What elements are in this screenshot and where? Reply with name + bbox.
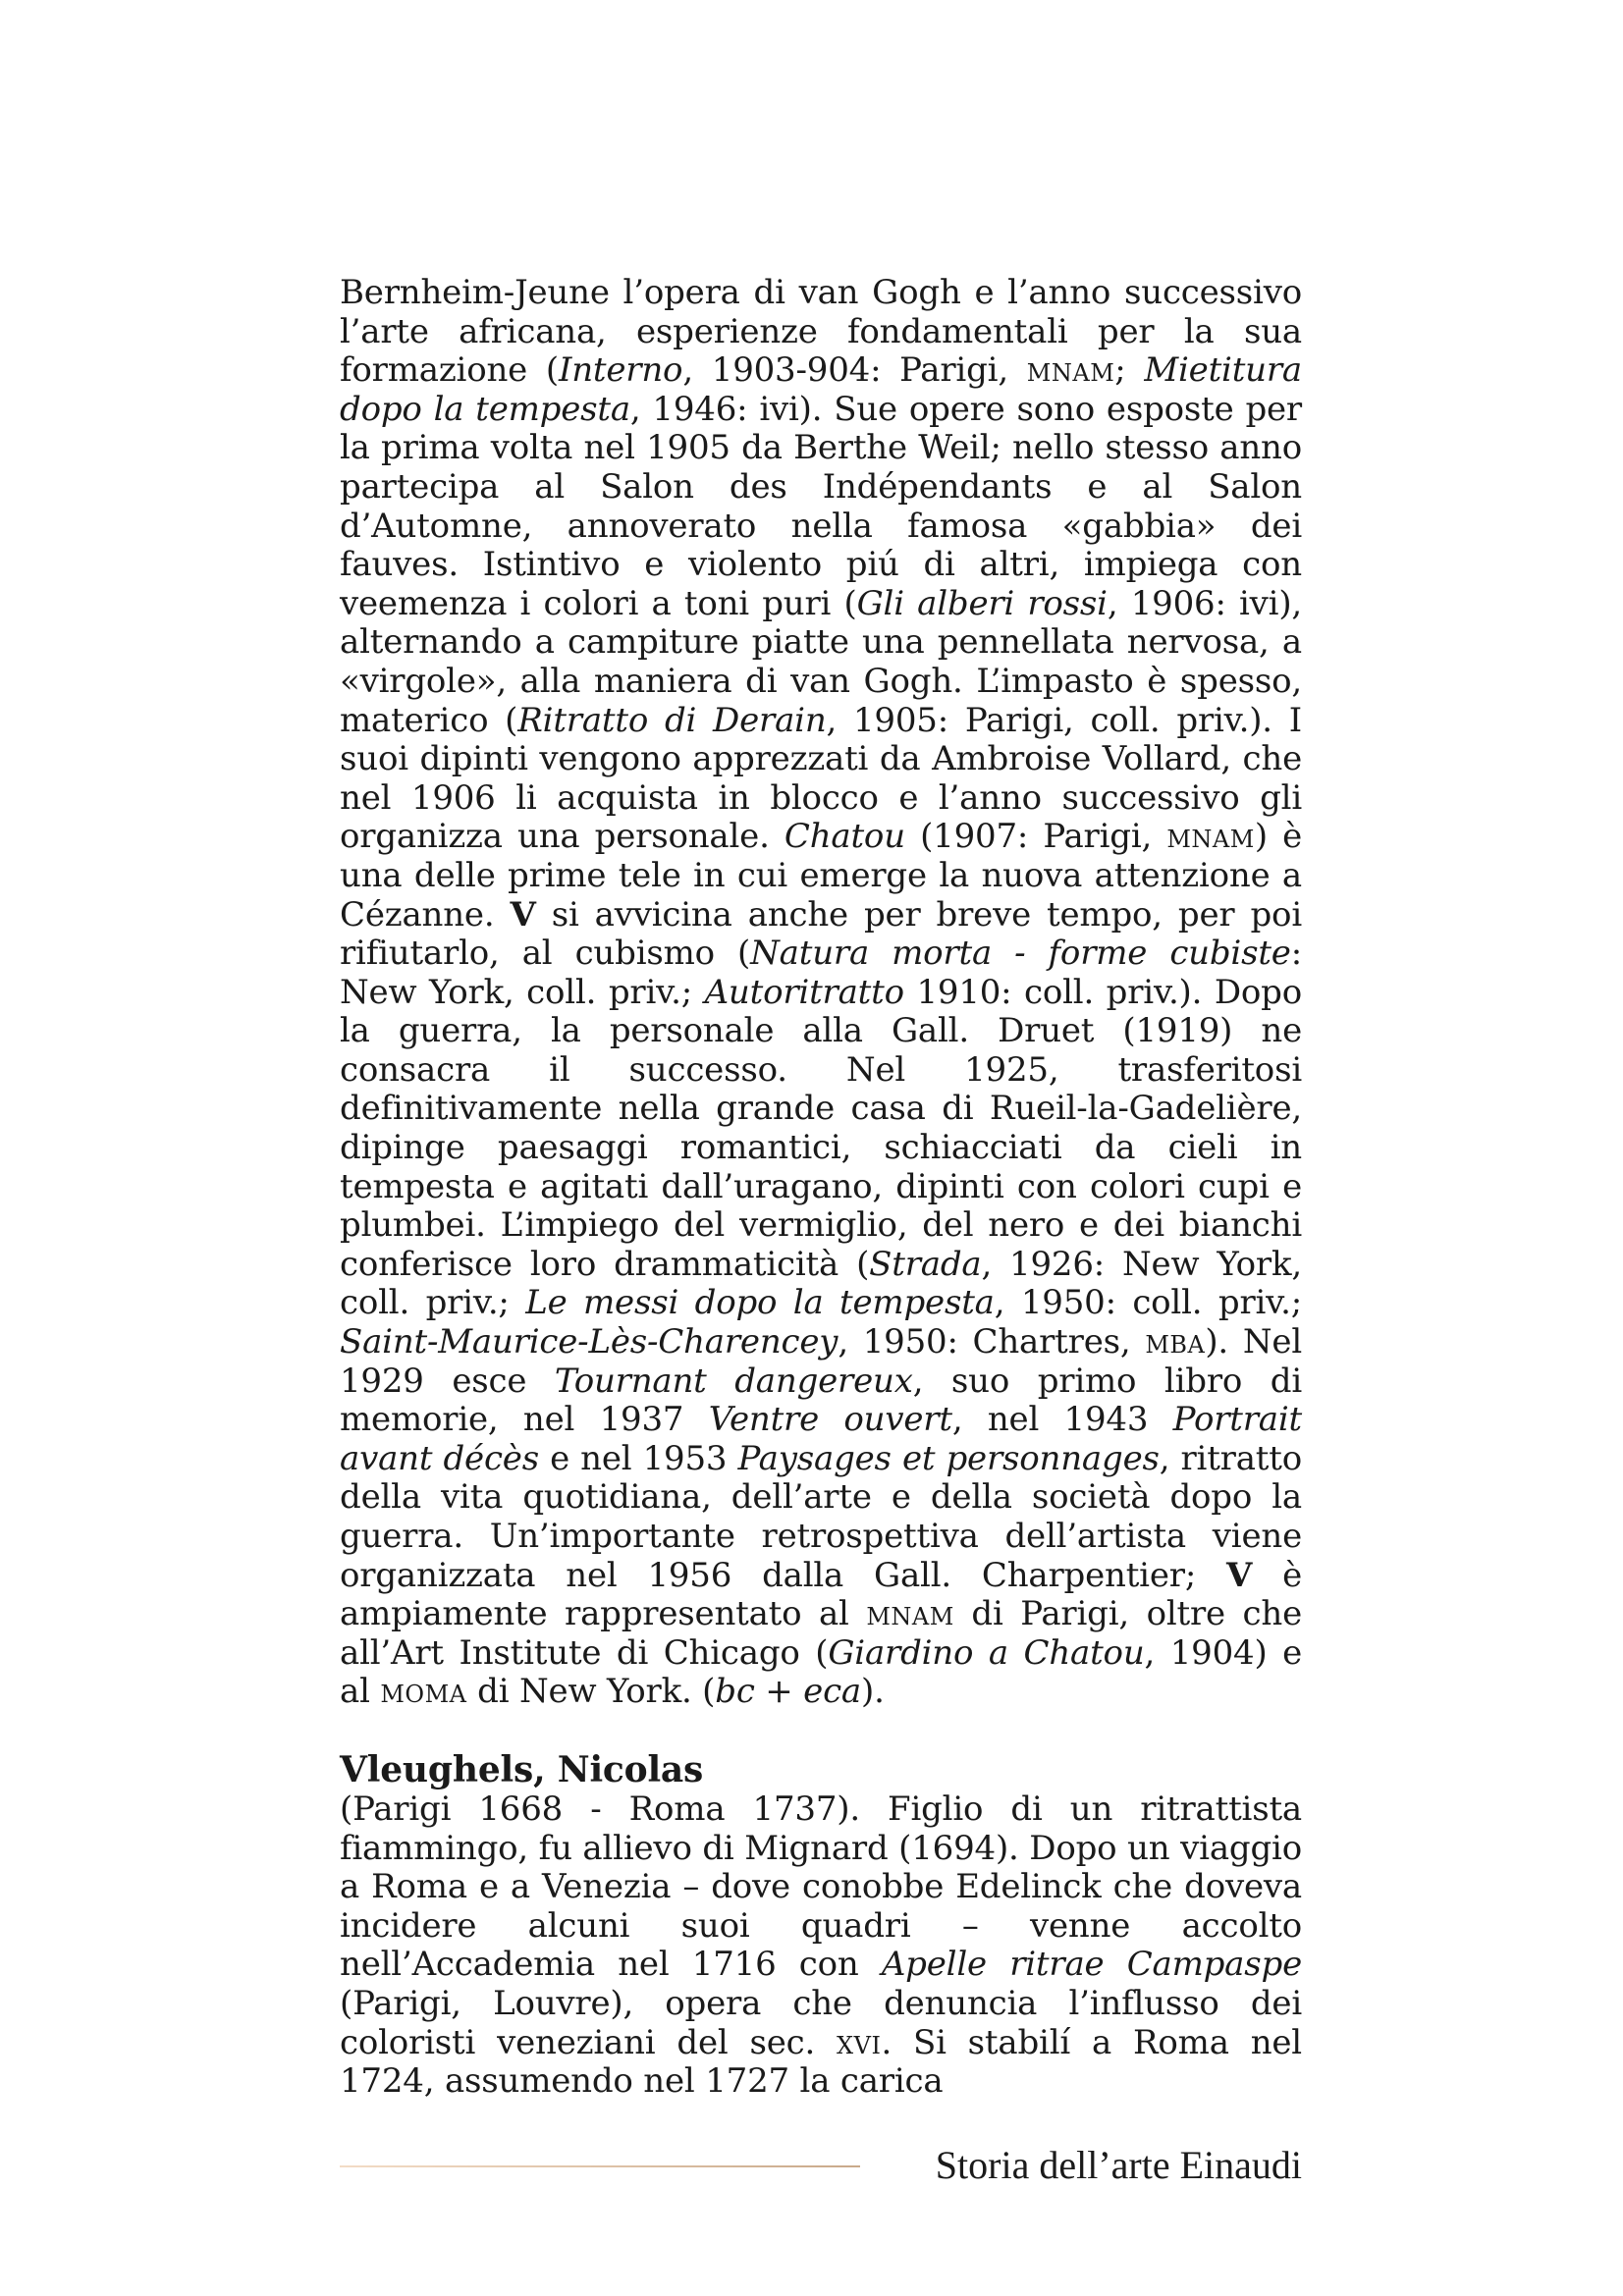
text-run: , ritratto della vita quotidiana, dell’arte e della società dopo la guerra. Un’importante retrospettiva dell’artista viene organizzata nel 1956 dalla Gall. Charpentier;: [340, 1438, 1303, 1595]
text-run: di Parigi, oltre che all’Art Institute di Chicago (: [340, 1594, 1302, 1673]
italic-title: Apelle ritrae Campaspe: [881, 1945, 1302, 1985]
text-run: e nel 1953: [538, 1438, 738, 1478]
italic-title: Portrait avant décès: [340, 1400, 1303, 1478]
text-run: ) è una delle prime tele in cui emerge la nuova attenzione a Cézanne.: [340, 817, 1302, 934]
small-caps-abbreviation: mnam: [1026, 350, 1115, 391]
text-run: di New York. (: [466, 1672, 716, 1712]
italic-title: Giardino a Chatou: [828, 1632, 1145, 1673]
small-caps-abbreviation: xvi: [837, 2022, 882, 2062]
text-run: ;: [1114, 350, 1145, 391]
italic-title: Natura morta - forme cubiste: [750, 934, 1291, 974]
text-run: , 1903-904: Parigi,: [682, 350, 1027, 391]
italic-title: Saint-Maurice-Lès-Charencey: [340, 1322, 839, 1362]
text-run: 1910: coll. priv.). Dopo la guerra, la personale alla Gall. Druet (1919) ne consacra il successo. Nel 1925, trasferitosi definitivamente nella grande casa di Rueil-la-Gadelière, dipinge paesaggi romantici, schiacciati da cieli in tempesta e agitati dall’uragano, dipinti con colori cupi e plumbei. L’impiego del vermiglio, del nero e dei bianchi conferisce loro drammaticità (: [340, 972, 1302, 1284]
italic-title: Paysages et personnages: [737, 1438, 1160, 1478]
italic-title: Ritratto di Derain: [517, 700, 827, 740]
text-run: , 1906: ivi), alternando a campiture piatte una pennellata nervosa, a «virgole», alla maniera di van Gogh. L’impasto è spesso, materico (: [340, 583, 1303, 740]
text-run: Bernheim-Jeune l’opera di van Gogh e l’anno successivo l’arte africana, esperienze fondamentali per la sua formazione (: [340, 273, 1302, 391]
small-caps-abbreviation: mnam: [866, 1594, 954, 1634]
text-run: (Parigi, Louvre), opera che denuncia l’influsso dei coloristi veneziani del sec.: [340, 1983, 1302, 2062]
italic-title: Gli alberi rossi: [856, 583, 1108, 623]
text-run: , 1905: Parigi, coll. priv.). I suoi dipinti vengono apprezzati da Ambroise Vollard, che nel 1906 li acquista in blocco e l’anno successivo gli organizza una personale.: [340, 700, 1302, 857]
text-run: (1907: Parigi,: [904, 817, 1167, 857]
italic-title: Tournant dangereux: [554, 1361, 913, 1401]
entry-abbreviation: V: [1225, 1555, 1253, 1595]
entry-abbreviation: V: [510, 894, 536, 934]
text-run: : New York, coll. priv.;: [340, 934, 1302, 1012]
text-run: , suo primo libro di memorie, nel 1937: [340, 1361, 1302, 1440]
text-run: , nel 1943: [951, 1400, 1173, 1440]
text-run: (Parigi 1668 - Roma 1737). Figlio di un ritrattista fiammingo, fu allievo di Mignard (1694). Dopo un viaggio a Roma e a Venezia – dove conobbe Edelinck che doveva incidere alcuni suoi quadri – venne accolto nell’Accademia nel 1716 con: [340, 1789, 1302, 1985]
text-run: si avvicina anche per breve tempo, per poi rifiutarlo, al cubismo (: [340, 894, 1302, 974]
page-footer: [340, 2141, 1302, 2190]
italic-title: Mietitura dopo la tempesta: [340, 350, 1302, 429]
text-run: ).: [861, 1672, 885, 1712]
footer-rule: [340, 2165, 860, 2167]
italic-title: bc + eca: [715, 1672, 861, 1712]
text-run: , 1950: Chartres,: [838, 1322, 1146, 1362]
text-run: , 1950: coll. priv.;: [994, 1283, 1303, 1323]
italic-title: Autoritratto: [704, 972, 904, 1012]
italic-title: Strada: [869, 1244, 982, 1284]
italic-title: Le messi dopo la tempesta: [525, 1283, 995, 1323]
text-column: [340, 274, 1302, 2102]
text-run: , 1904) e al: [340, 1632, 1303, 1712]
entry-body-paragraph: [340, 1790, 1302, 2102]
text-run: è ampiamente rappresentato al: [340, 1555, 1302, 1634]
small-caps-abbreviation: moma: [380, 1672, 467, 1712]
italic-title: Interno: [558, 350, 683, 391]
text-run: . Si stabilí a Roma nel 1724, assumendo nel 1727 la carica: [340, 2022, 1302, 2102]
entry-body-paragraph: [340, 274, 1302, 1712]
italic-title: Ventre ouvert: [708, 1400, 952, 1440]
italic-title: Chatou: [784, 817, 905, 857]
footer-title: Storia dell’arte Einaudi: [935, 2143, 1302, 2187]
entry-heading: Vleughels, Nicolas: [340, 1748, 704, 1790]
text-run: , 1946: ivi). Sue opere sono esposte per la prima volta nel 1905 da Berthe Weil; nello stesso anno partecipa al Salon des Indépendants e al Salon d’Automne, annoverato nella famosa «gabbia» dei fauves. Istintivo e violento piú di altri, impiega con veemenza i colori a toni puri (: [340, 389, 1302, 623]
small-caps-abbreviation: mba: [1145, 1322, 1206, 1362]
text-run: , 1926: New York, coll. priv.;: [340, 1244, 1302, 1323]
small-caps-abbreviation: mnam: [1166, 817, 1255, 857]
text-run: ). Nel 1929 esce: [340, 1322, 1302, 1401]
